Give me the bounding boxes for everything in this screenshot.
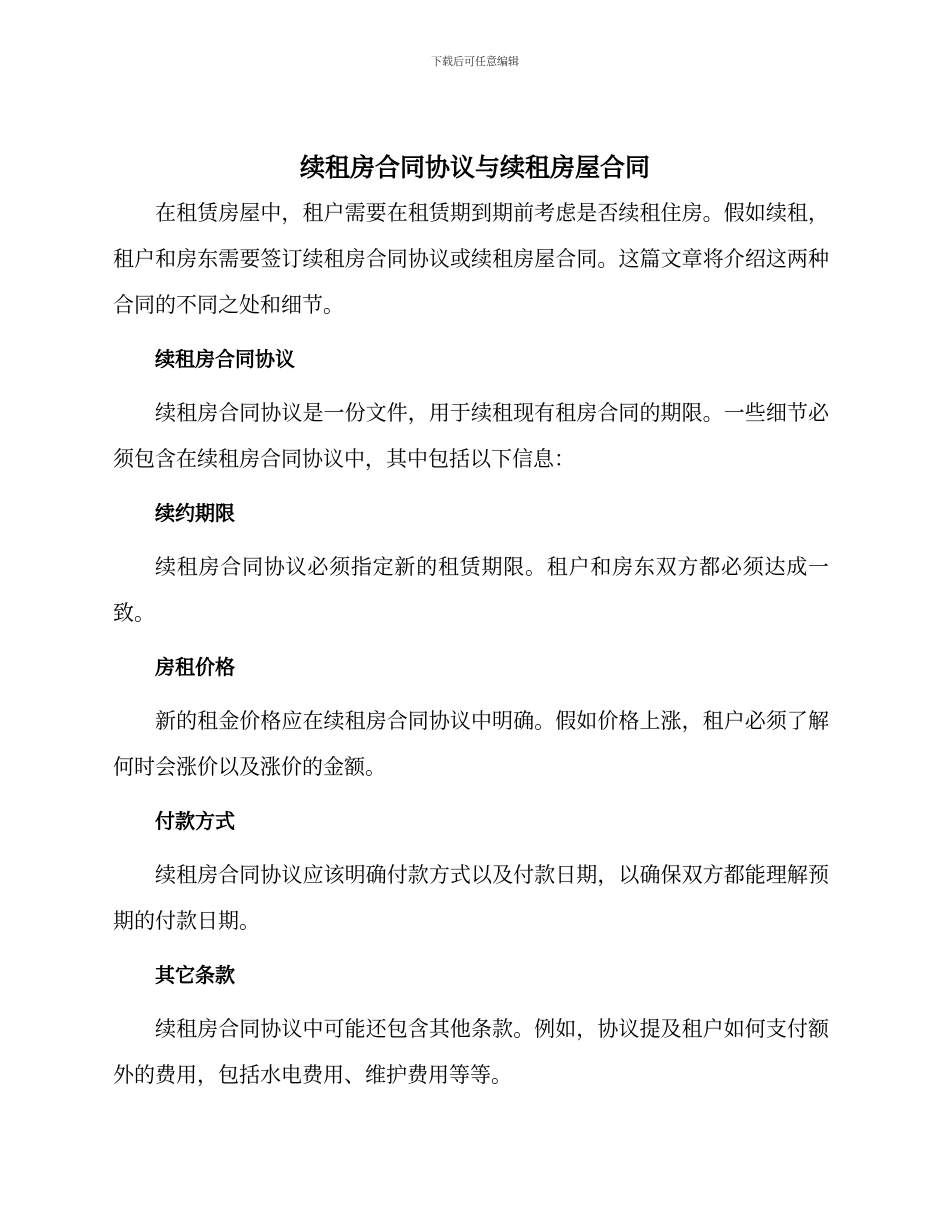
document-body [113,190,829,1098]
section-body-term: 续租房合同协议必须指定新的租赁期限。租户和房东双方都必须达成一致。 [113,555,829,625]
section-body-other-terms: 续租房合同协议中可能还包含其他条款。例如，协议提及租户如何支付额外的费用，包括水电费用、维护费用等等。 [113,1017,829,1087]
section-body-agreement: 续租房合同协议是一份文件，用于续租现有租房合同的期限。一些细节必须包含在续租房合同协议中，其中包括以下信息： [113,401,829,471]
section-heading-other-terms: 其它条款 [155,963,235,987]
section-body-payment: 续租房合同协议应该明确付款方式以及付款日期，以确保双方都能理解预期的付款日期。 [113,863,829,933]
section-heading-agreement: 续租房合同协议 [155,347,295,371]
spacer [113,690,829,698]
spacer [113,636,829,644]
spacer [113,790,829,798]
spacer [113,844,829,852]
header-note: 下载后可任意编辑 [431,55,519,68]
document-title: 续租房合同协议与续租房屋合同 [299,153,650,182]
section-body-rent-price: 新的租金价格应在续租房合同协议中明确。假如价格上涨，租户必须了解何时会涨价以及涨价的金额。 [113,709,829,779]
spacer [113,944,829,952]
section-heading-term: 续约期限 [155,501,235,525]
spacer [113,328,829,336]
spacer [113,482,829,490]
spacer [113,998,829,1006]
intro-paragraph: 在租赁房屋中，租户需要在租赁期到期前考虑是否续租住房。假如续租，租户和房东需要签订续租房合同协议或续租房屋合同。这篇文章将介绍这两种合同的不同之处和细节。 [113,201,829,317]
section-heading-rent-price: 房租价格 [155,655,235,679]
section-heading-payment: 付款方式 [155,809,235,833]
spacer [113,536,829,544]
spacer [113,382,829,390]
